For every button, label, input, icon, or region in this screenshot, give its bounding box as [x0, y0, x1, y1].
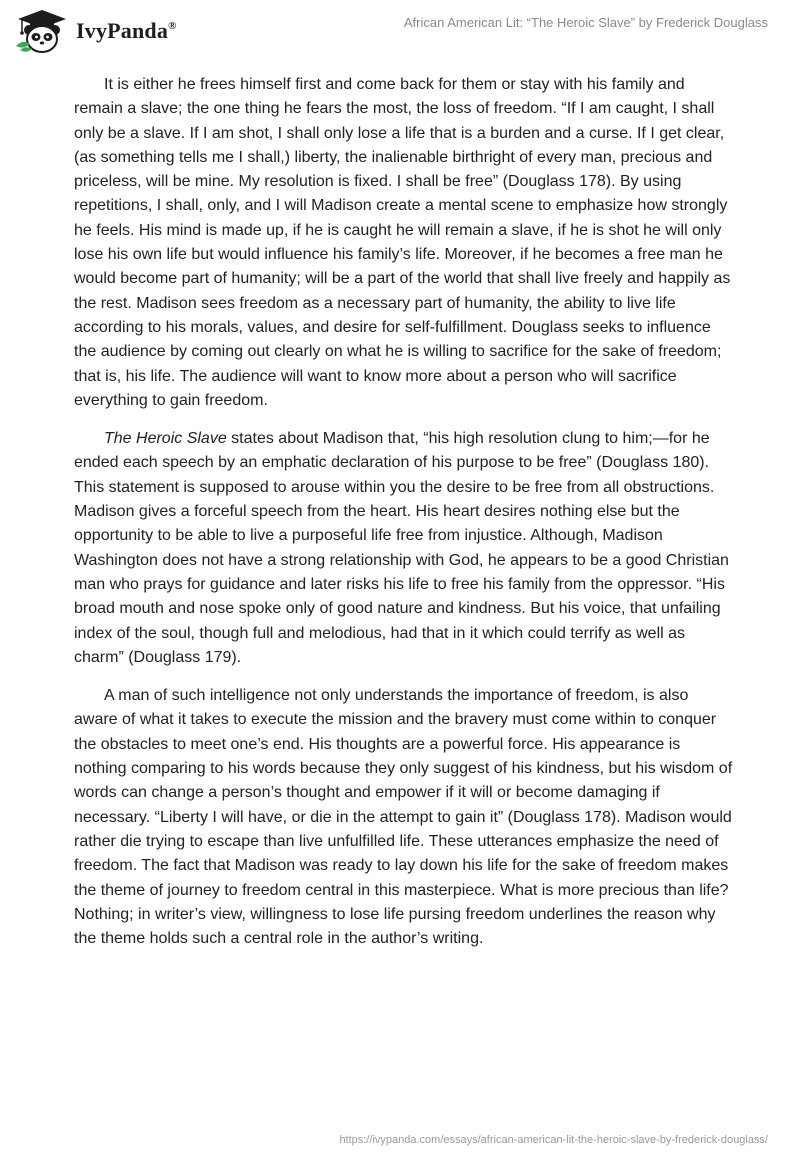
paragraph-1: It is either he frees himself first and come back for them or stay with his family and remain a slave; the one thing he fears the most, the loss of freedom. “If I am caught, I shall only be a slave. If I am shot, I shall only lose a life that is a burden and a curse. If I get clear, (as something tells me I shall,) liberty, the inalienable birthright of every man, precious and priceless, will be mine. My resolution is fixed. I shall be free” (Douglass 178). By using repetitions, I shall, only, and I will Madison create a mental scene to emphasize how strongly he feels. His mind is made up, if he is caught he will remain a slave, if he is shot he will only lose his own life but would influence his family’s life. Moreover, if he becomes a free man he would become part of humanity; will be a part of the world that shall live freely and happily as the rest. Madison sees freedom as a necessary part of humanity, the ability to live life according to his morals, values, and desire for self-fulfillment. Douglass seeks to influence the audience by coming out clearly on what he is willing to sacrifice for the sake of freedom; that is, his life. The audience will want to know more about a person who will sacrifice everything to gain freedom.	[74, 76, 731, 409]
document-title: African American Lit: “The Heroic Slave” by Frederick Douglass	[403, 15, 768, 30]
paragraph-2-text: states about Madison that, “his high resolution clung to him;—for he ended each speech by an emphatic declaration of his purpose to be free” (Douglass 180). This statement is supposed to arouse within you the desire to be free from all obstructions. Madison gives a forceful speech from the heart. His heart desires nothing else but the opportunity to be able to live a purposeful life free from injustice. Although, Madison Washington does not have a strong relationship with God, he appears to be a good Christian man who prays for guidance and later risks his life to free his family from the oppressor. “His broad mouth and nose spoke only of good nature and kindness. But his voice, that unfailing index of the soul, though full and melodious, had that in it which could terrify as well as charm” (Douglass 179).	[74, 430, 729, 666]
source-url[interactable]: https://ivypanda.com/essays/african-american-lit-the-heroic-slave-by-frederick-douglass/	[339, 1134, 768, 1146]
paragraph-3: A man of such intelligence not only understands the importance of freedom, is also aware of what it takes to execute the mission and the bravery must come within to conquer the obstacles to meet one’s end. His thoughts are a powerful force. His appearance is nothing comparing to his words because they only suggest of his kindness, but his wisdom of words can change a person’s thought and empower if it will or become damaging if necessary. “Liberty I will have, or die in the attempt to gain it” (Douglass 178). Madison would rather die trying to escape than live unfulfilled life. These utterances emphasize the need of freedom. The fact that Madison was ready to lay down his life for the sake of freedom makes the theme of journey to freedom central in this masterpiece. What is more precious than life? Nothing; in writer’s view, willingness to lose life pursing freedom underlines the reason why the theme holds such a central role in the author’s writing.	[74, 687, 733, 948]
page-header	[0, 0, 800, 64]
work-title: The Heroic Slave	[104, 430, 227, 448]
brand-name: IvyPanda®	[76, 18, 177, 43]
ivypanda-logo[interactable]	[14, 8, 177, 54]
essay-body	[74, 73, 734, 965]
panda-graduate-icon	[14, 8, 70, 54]
paragraph-2	[74, 427, 734, 670]
